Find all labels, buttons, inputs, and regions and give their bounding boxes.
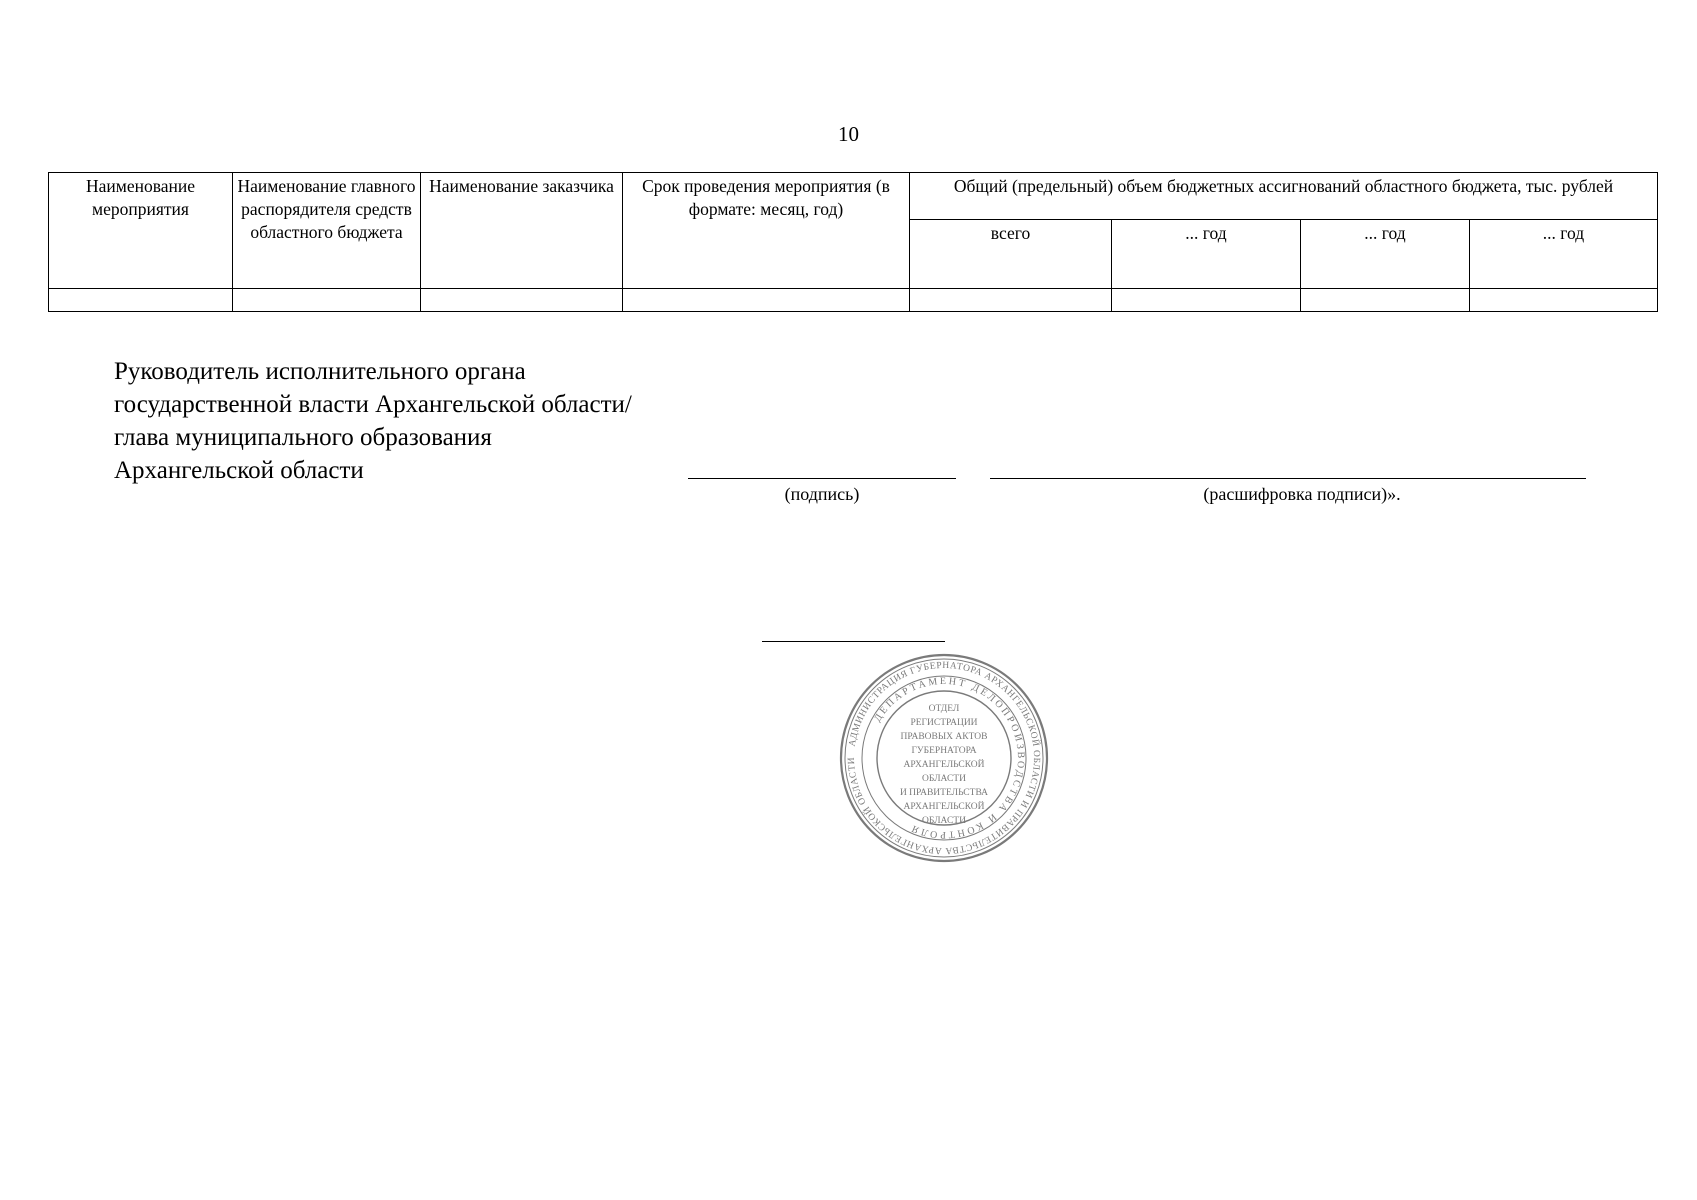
table-cell [910,289,1112,312]
page-number: 10 [838,122,859,146]
signature-decoding-caption: (расшифровка подписи)». [1203,484,1401,504]
seal-inner-line: ОТДЕЛ [928,704,960,714]
header-customer: Наименование заказчика [421,173,623,289]
seal-inner-line: ПРАВОВЫХ АКТОВ [900,732,988,742]
table-cell [1301,289,1470,312]
header-total-budget: Общий (предельный) объем бюджетных ассигнований областного бюджета, тыс. рублей [910,173,1658,220]
header-event-name: Наименование мероприятия [49,173,233,289]
signer-line: Архангельской области [114,457,364,484]
signer-line: Руководитель исполнительного органа [114,358,526,385]
header-period: Срок проведения мероприятия (в формате: месяц, год) [623,173,910,289]
table-cell [1112,289,1301,312]
signature-decoding-line [990,478,1586,479]
budget-table [48,172,1658,312]
signer-line: глава муниципального образования [114,424,492,451]
seal-inner-line: ОБЛАСТИ [922,774,966,784]
seal-inner-line: И ПРАВИТЕЛЬСТВА [899,788,989,798]
header-total: всего [910,220,1112,289]
end-divider-line [762,641,945,642]
seal-middle-text: ДЕПАРТАМЕНТ ДЕЛОПРОИЗВОДСТВА И КОНТРОЛЯ [872,675,1027,841]
signature-line [688,478,956,479]
seal-graphic [838,652,1050,864]
table-row [49,289,1658,312]
seal-inner-line: ГУБЕРНАТОРА [911,746,977,756]
header-budget-manager: Наименование главного распорядителя средств областного бюджета [233,173,421,289]
seal-inner-line: ОБЛАСТИ [922,816,966,826]
table-cell [623,289,910,312]
seal-outer-text: АДМИНИСТРАЦИЯ ГУБЕРНАТОРА АРХАНГЕЛЬСКОЙ ОБЛАСТИ И ПРАВИТЕЛЬСТВА АРХАНГЕЛЬСКОЙ ОБЛАСТИ [846,660,1042,856]
signer-line: государственной власти Архангельской области/ [114,391,632,418]
signer-title [114,355,632,487]
table-cell [49,289,233,312]
seal-inner-line: РЕГИСТРАЦИИ [910,718,978,728]
signature-caption: (подпись) [784,484,860,504]
seal-inner-line: АРХАНГЕЛЬСКОЙ [903,760,985,770]
header-year-2: ... год [1301,220,1470,289]
official-seal-stamp [838,652,1050,864]
header-year-3: ... год [1470,220,1658,289]
table-cell [421,289,623,312]
header-year-1: ... год [1112,220,1301,289]
table-cell [1470,289,1658,312]
seal-inner-line: АРХАНГЕЛЬСКОЙ [903,802,985,812]
table-cell [233,289,421,312]
